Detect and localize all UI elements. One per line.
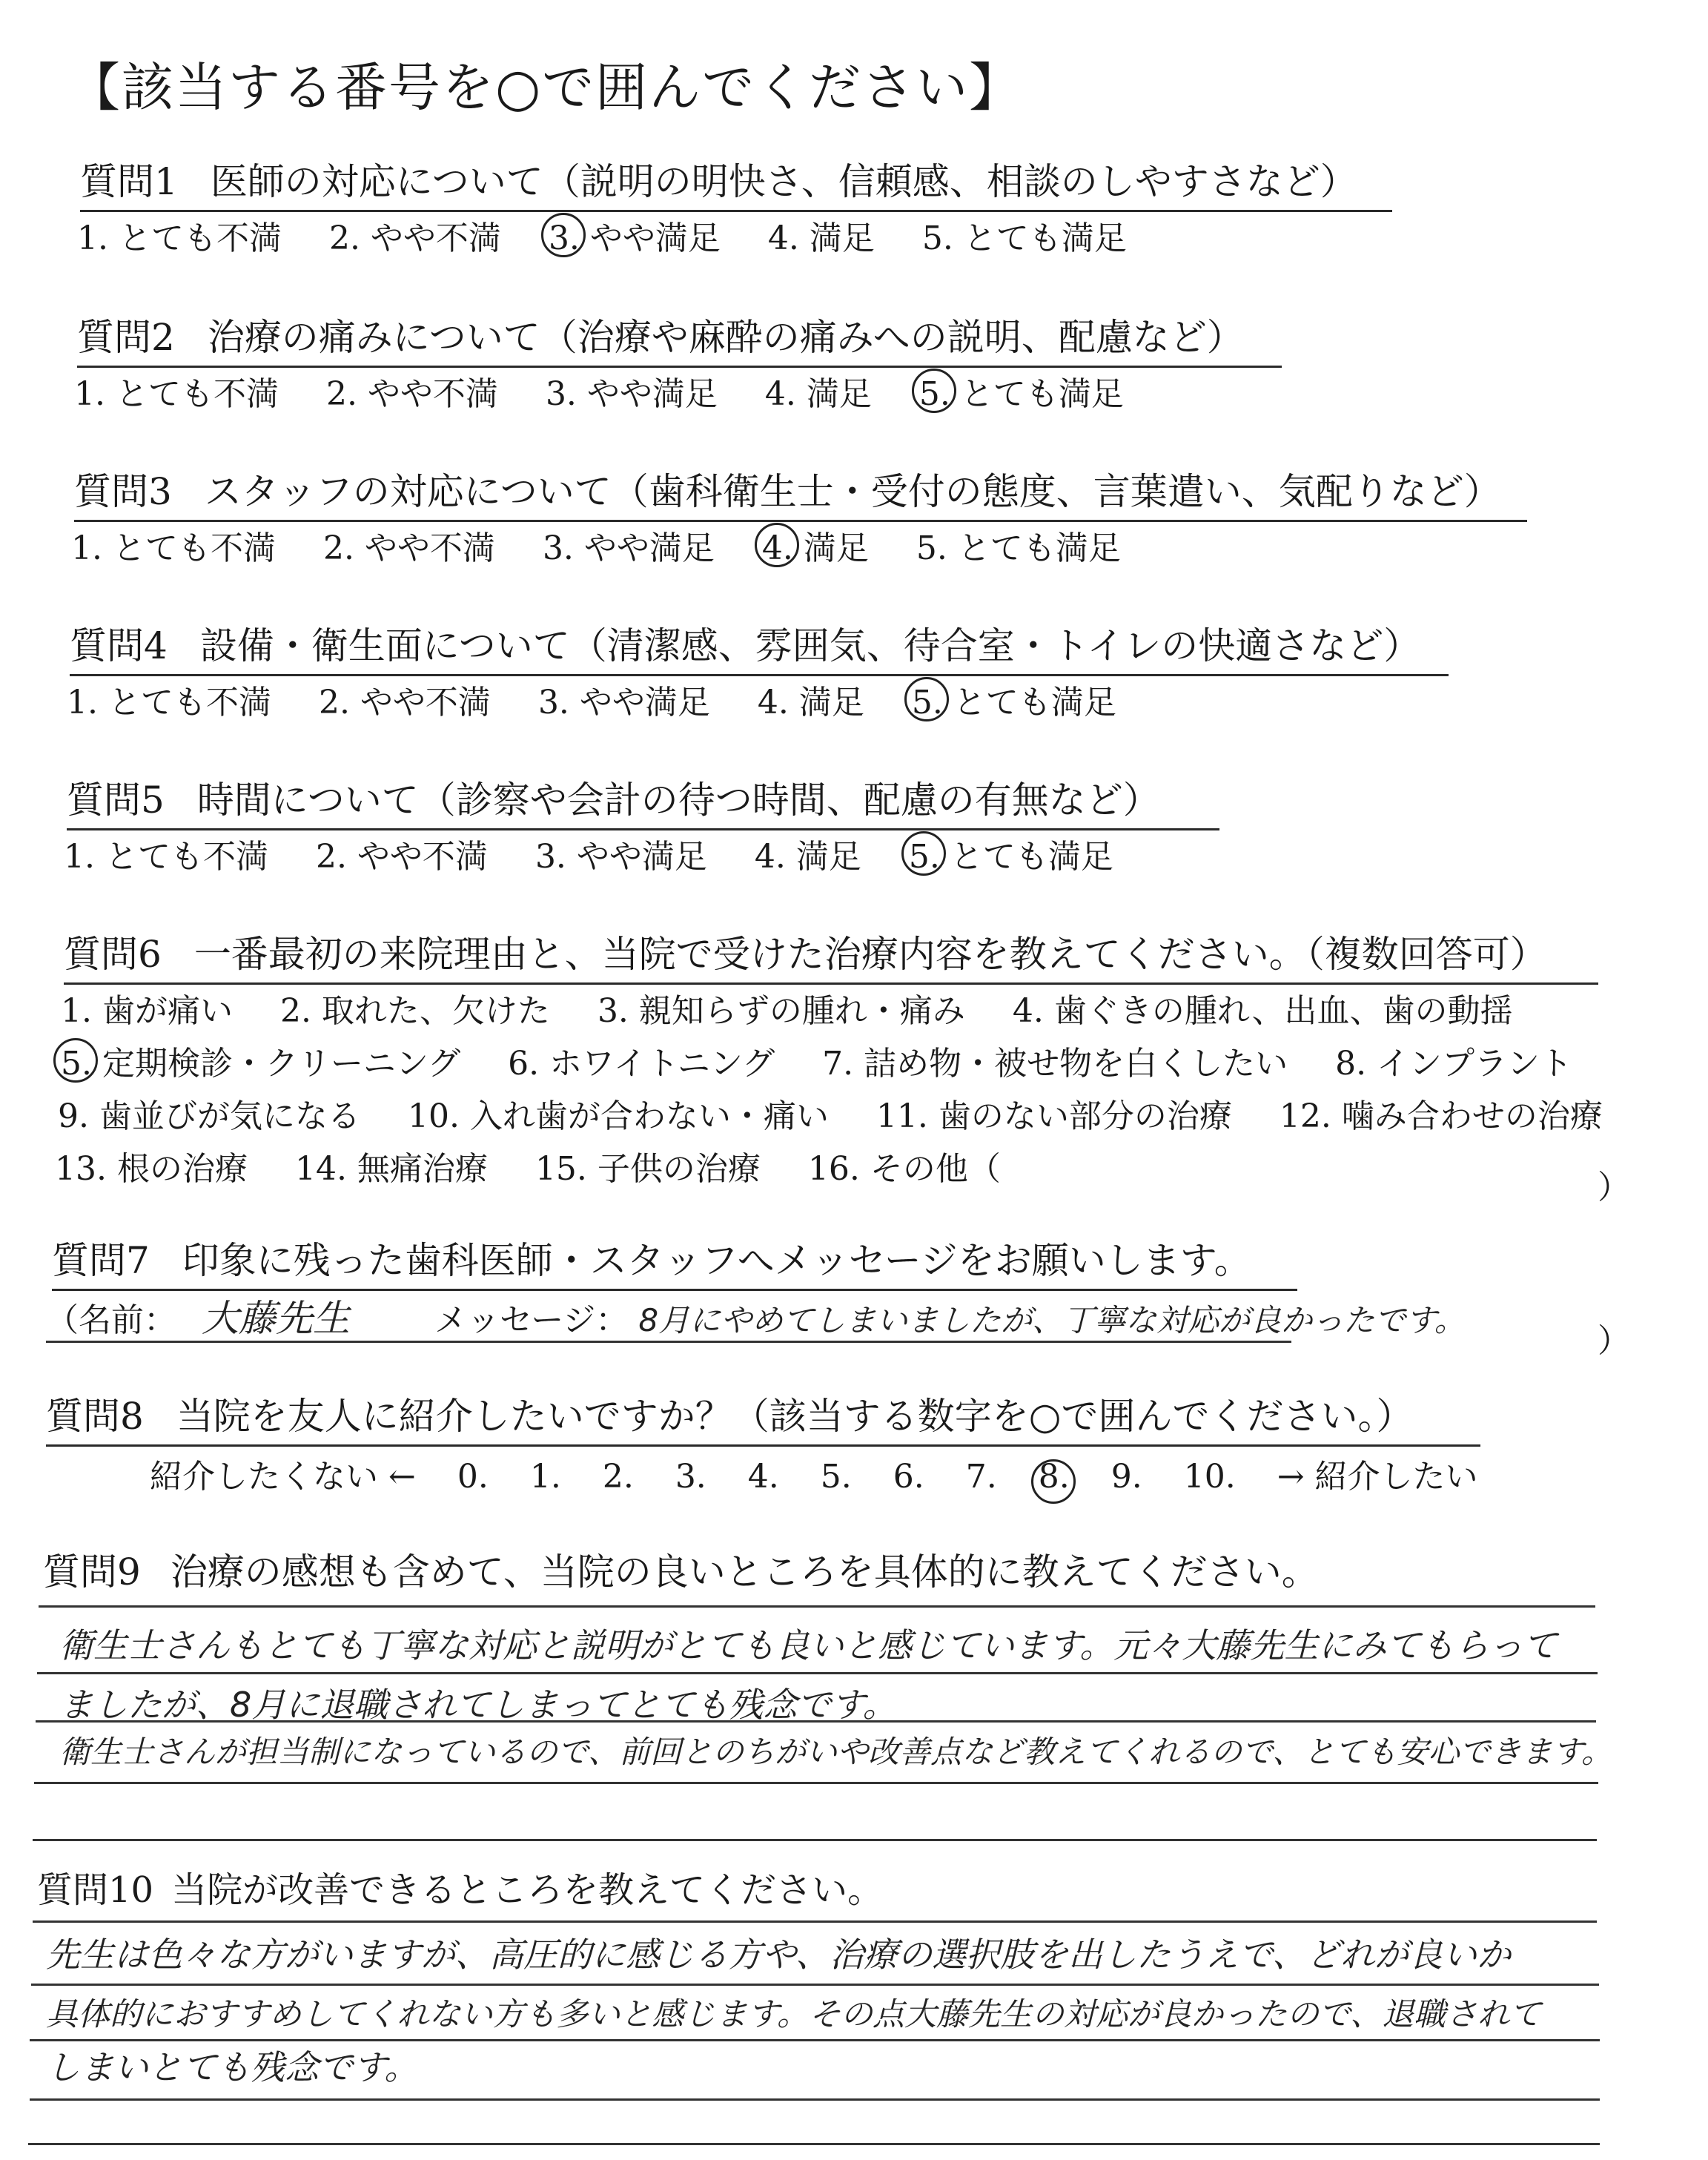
question-4 <box>70 616 1449 676</box>
q10-answer-line-2[interactable]: 具体的におすすめしてくれない方も多いと感じます。その点大藤先生の対応が良かったので、退職されて <box>46 1996 1542 2033</box>
q6-option-8[interactable]: 8. インプラント <box>1335 1045 1573 1083</box>
question-9-number: 質問9 <box>43 1550 141 1593</box>
q2-option-4[interactable]: 4. 満足 <box>764 375 872 413</box>
q8-scale-2[interactable]: 2. <box>602 1458 634 1496</box>
q9-line-3 <box>36 1720 1596 1723</box>
q7-close-paren: ） <box>1598 1322 1630 1360</box>
question-7-text: 印象に残った歯科医師・スタッフへメッセージをお願いします。 <box>182 1239 1251 1282</box>
q8-left-label: 紹介したくない ← <box>150 1458 416 1496</box>
q8-scale-0[interactable]: 0. <box>457 1458 489 1496</box>
question-5-text: 時間について（診察や会計の待つ時間、配慮の有無など） <box>196 779 1160 822</box>
q9-line-4 <box>34 1782 1598 1784</box>
q6-option-1[interactable]: 1. 歯が痛い <box>61 992 233 1030</box>
q3-option-1[interactable]: 1. とても不満 <box>71 529 276 567</box>
question-3-number: 質問3 <box>74 470 172 513</box>
question-8-number: 質問8 <box>46 1395 144 1438</box>
q7-response-line <box>46 1289 1466 1342</box>
q2-option-3[interactable]: 3. やや満足 <box>545 375 718 413</box>
q1-option-5[interactable]: 5. とても満足 <box>921 219 1127 257</box>
q5-option-2[interactable]: 2. やや不満 <box>315 838 488 876</box>
question-3-text: スタッフの対応について（歯科衛生士・受付の態度、言葉遣い、気配りなど） <box>204 470 1501 513</box>
q8-right-label: → 紹介したい <box>1277 1458 1478 1496</box>
q10-line-1 <box>33 1920 1597 1923</box>
question-8-text: 当院を友人に紹介したいですか？（該当する数字を○で囲んでください。） <box>176 1395 1414 1438</box>
question-2 <box>77 308 1282 368</box>
q8-scale-1[interactable]: 1. <box>529 1458 561 1496</box>
question-6-row-1 <box>61 984 1550 1031</box>
question-6-row-2 <box>61 1037 1609 1084</box>
q8-scale-8-selected[interactable]: 8. <box>1038 1458 1070 1496</box>
q2-option-2[interactable]: 2. やや不満 <box>325 375 498 413</box>
q3-option-5[interactable]: 5. とても満足 <box>916 529 1121 567</box>
question-4-number: 質問4 <box>70 624 168 667</box>
question-1-options <box>77 211 1164 259</box>
q5-option-1[interactable]: 1. とても不満 <box>64 838 268 876</box>
q3-option-2[interactable]: 2. やや不満 <box>322 529 495 567</box>
question-9-text: 治療の感想も含めて、当院の良いところを具体的に教えてください。 <box>170 1550 1319 1593</box>
question-7-number: 質問7 <box>52 1239 150 1282</box>
q6-option-16[interactable]: 16. その他（ <box>807 1150 1001 1188</box>
q4-option-2[interactable]: 2. やや不満 <box>318 684 491 721</box>
question-3 <box>74 462 1527 522</box>
page-title: 【該当する番号を○で囲んでください】 <box>68 57 1023 118</box>
question-5 <box>67 770 1219 830</box>
q1-option-3-selected[interactable]: 3. やや満足 <box>549 211 721 259</box>
q2-option-1[interactable]: 1. とても不満 <box>74 375 279 413</box>
question-10-text: 当院が改善できるところを教えてください。 <box>171 1869 884 1911</box>
q8-scale-6[interactable]: 6. <box>893 1458 924 1496</box>
q6-option-9[interactable]: 9. 歯並びが気になる <box>58 1097 360 1135</box>
q10-answer-line-1[interactable]: 先生は色々な方がいますが、高圧的に感じる方や、治療の選択肢を出したうえで、どれが良いか <box>46 1935 1512 1975</box>
q9-line-2 <box>37 1672 1598 1674</box>
q6-option-7[interactable]: 7. 詰め物・被せ物を白くしたい <box>822 1045 1288 1083</box>
q5-option-3[interactable]: 3. やや満足 <box>534 838 707 876</box>
q4-option-4[interactable]: 4. 満足 <box>757 684 864 721</box>
question-2-number: 質問2 <box>77 316 175 359</box>
q6-option-12[interactable]: 12. 噛み合わせの治療 <box>1279 1097 1603 1135</box>
q5-option-4[interactable]: 4. 満足 <box>754 838 861 876</box>
question-1-number: 質問1 <box>80 160 178 203</box>
q3-option-3[interactable]: 3. やや満足 <box>542 529 715 567</box>
q7-message-label: メッセージ： <box>434 1301 629 1339</box>
q8-scale-5[interactable]: 5. <box>820 1458 852 1496</box>
question-7 <box>52 1231 1297 1291</box>
q10-line-2 <box>31 1984 1599 1986</box>
q6-option-6[interactable]: 6. ホワイトニング <box>508 1045 775 1083</box>
q6-option-13[interactable]: 13. 根の治療 <box>55 1150 248 1188</box>
q6-option-3[interactable]: 3. 親知らずの腫れ・痛み <box>597 992 965 1030</box>
question-2-text: 治療の痛みについて（治療や麻酔の痛みへの説明、配慮など） <box>207 316 1244 359</box>
q4-option-3[interactable]: 3. やや満足 <box>537 684 710 721</box>
question-6 <box>64 925 1598 985</box>
q10-line-4 <box>30 2098 1600 2101</box>
q3-option-4-selected[interactable]: 4. 満足 <box>762 521 869 569</box>
q6-option-10[interactable]: 10. 入れ歯が合わない・痛い <box>407 1097 829 1135</box>
question-10-number: 質問10 <box>37 1869 154 1911</box>
q8-scale <box>150 1450 1509 1497</box>
question-2-options <box>74 367 1161 415</box>
question-6-number: 質問6 <box>64 933 162 976</box>
question-1 <box>80 152 1392 212</box>
q6-option-14[interactable]: 14. 無痛治療 <box>294 1150 488 1188</box>
q6-option-4[interactable]: 4. 歯ぐきの腫れ、出血、歯の動揺 <box>1012 992 1513 1030</box>
q7-name-value[interactable]: 大藤先生 <box>202 1297 350 1340</box>
q5-option-5-selected[interactable]: 5. とても満足 <box>909 830 1113 877</box>
question-4-options <box>67 676 1153 723</box>
q8-scale-4[interactable]: 4. <box>747 1458 779 1496</box>
q8-scale-10[interactable]: 10. <box>1183 1458 1236 1496</box>
q6-option-11[interactable]: 11. 歯のない部分の治療 <box>875 1097 1232 1135</box>
q6-option-15[interactable]: 15. 子供の治療 <box>534 1150 761 1188</box>
q1-option-4[interactable]: 4. 満足 <box>767 219 875 257</box>
q7-underline <box>46 1341 1291 1343</box>
q6-option-5-selected[interactable]: 5. 定期検診・クリーニング <box>61 1037 460 1084</box>
question-3-options <box>71 521 1158 569</box>
q1-option-1[interactable]: 1. とても不満 <box>77 219 282 257</box>
q8-scale-7[interactable]: 7. <box>965 1458 997 1496</box>
q4-option-1[interactable]: 1. とても不満 <box>67 684 271 721</box>
question-9 <box>43 1542 1319 1596</box>
q9-answer-line-3[interactable]: 衛生士さんが担当制になっているので、前回とのちがいや改善点など教えてくれるので、とても安心できます。 <box>59 1734 1612 1770</box>
q7-name-label: （名前： <box>46 1301 176 1339</box>
q8-scale-9[interactable]: 9. <box>1110 1458 1142 1496</box>
question-6-text: 一番最初の来院理由と、当院で受けた治療内容を教えてください。（複数回答可） <box>193 933 1547 976</box>
question-8 <box>46 1387 1480 1447</box>
q9-line-5 <box>33 1839 1597 1841</box>
question-6-row-4 <box>55 1142 1038 1189</box>
q2-option-5-selected[interactable]: 5. とても満足 <box>919 367 1124 415</box>
q6-close-paren: ） <box>1598 1169 1630 1206</box>
q10-answer-line-3[interactable]: しまいとても残念です。 <box>46 2047 419 2087</box>
q7-message-value[interactable]: 8月にやめてしまいましたが、丁寧な対応が良かったです。 <box>638 1302 1466 1338</box>
q4-option-5-selected[interactable]: 5. とても満足 <box>912 676 1116 723</box>
q10-line-5 <box>28 2143 1600 2145</box>
question-5-number: 質問5 <box>67 779 165 822</box>
question-10 <box>37 1861 883 1912</box>
q1-option-2[interactable]: 2. やや不満 <box>328 219 501 257</box>
q8-scale-3[interactable]: 3. <box>675 1458 706 1496</box>
q9-line-1 <box>39 1605 1595 1608</box>
question-5-options <box>64 830 1151 877</box>
q9-answer-line-1[interactable]: 衛生士さんもとても丁寧な対応と説明がとても良いと感じています。元々大藤先生にみてもらって <box>59 1625 1558 1665</box>
q6-option-2[interactable]: 2. 取れた、欠けた <box>279 992 550 1030</box>
question-1-text: 医師の対応について（説明の明快さ、信頼感、相談のしやすさなど） <box>210 160 1357 203</box>
question-4-text: 設備・衛生面について（清潔感、雰囲気、待合室・トイレの快適さなど） <box>199 624 1421 667</box>
question-6-row-3 <box>58 1089 1640 1137</box>
q9-answer-line-2[interactable]: ましたが、8月に退職されてしまってとても残念です。 <box>59 1685 897 1725</box>
